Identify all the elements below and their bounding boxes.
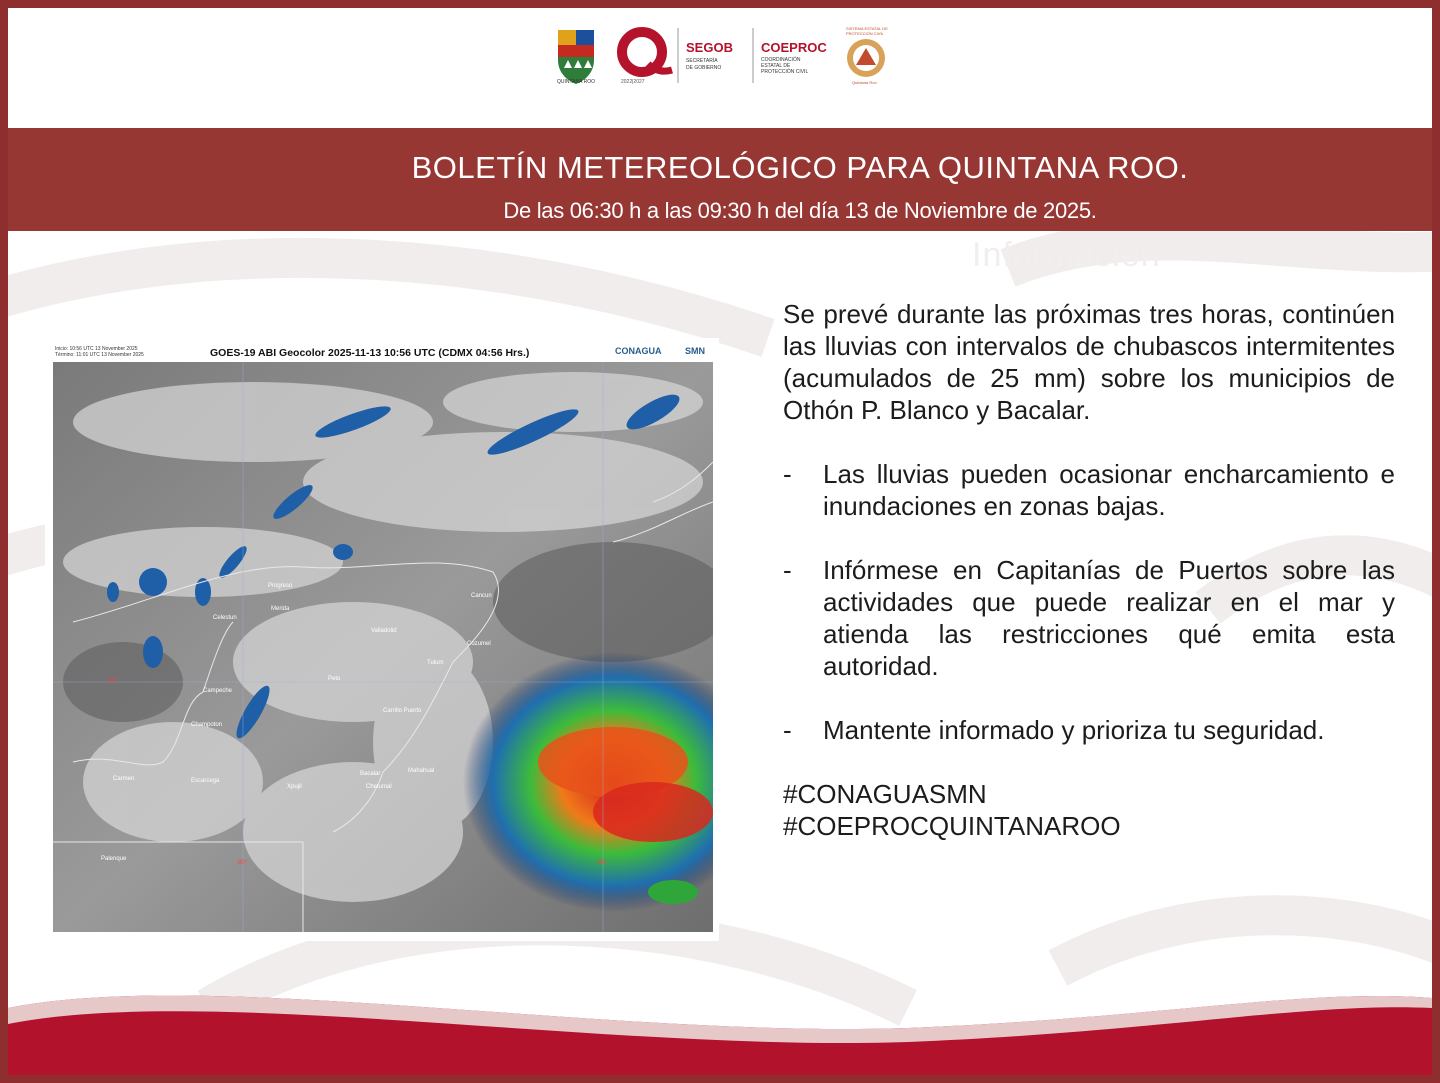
satellite-meta bbox=[55, 346, 144, 358]
place-campeche: Campeche bbox=[203, 688, 233, 694]
state-label: QUINTANA ROO bbox=[557, 79, 595, 85]
place-merida: Merida bbox=[271, 606, 290, 612]
place-progreso: Progreso bbox=[268, 583, 293, 589]
segob-logo bbox=[686, 40, 733, 71]
place-xpujil: Xpujil bbox=[287, 784, 302, 790]
ghost-heading: Información bbox=[972, 236, 1161, 274]
bullet-text-ports: Infórmese en Capitanías de Puertos sobre las actividades que puede realizar en el mar y atienda las restricciones qué emita esta autoridad. bbox=[823, 555, 1395, 681]
logos-graphic bbox=[8, 8, 1432, 128]
place-valladolid: Valladolid bbox=[371, 628, 397, 634]
place-carrillo-puerto: Carrillo Puerto bbox=[383, 708, 422, 714]
svg-text:SISTEMA ESTATAL DE: SISTEMA ESTATAL DE bbox=[846, 26, 888, 31]
satellite-image-panel bbox=[45, 338, 719, 941]
title-banner bbox=[8, 128, 1432, 231]
bullet-item bbox=[783, 458, 1395, 522]
q-government-logo bbox=[621, 32, 672, 85]
bulletin-title: BOLETÍN METEREOLÓGICO PARA QUINTANA ROO. bbox=[411, 150, 1189, 185]
intro-paragraph: Se prevé durante las próximas tres horas, continúen las lluvias con intervalos de chubascos intermitentes (acumulados de 25 mm) sobre los municipios de Othón P. Blanco y Bacalar. bbox=[783, 299, 1395, 425]
svg-text:ESTATAL DE: ESTATAL DE bbox=[761, 63, 791, 69]
place-bacalar: Bacalar bbox=[360, 771, 381, 777]
bullet-item bbox=[783, 714, 1395, 746]
bulletin-text bbox=[783, 298, 1395, 842]
segob-name: SEGOB bbox=[686, 40, 733, 55]
satellite-title: GOES-19 ABI Geocolor 2025-11-13 10:56 UTC (CDMX 04:56 Hrs.) bbox=[210, 347, 530, 359]
svg-text:PROTECCIÓN CIVIL: PROTECCIÓN CIVIL bbox=[846, 31, 884, 36]
bullet-dash: - bbox=[783, 715, 792, 745]
place-palenque: Palenque bbox=[101, 856, 127, 862]
satellite-meta-end: Término: 11:01 UTC 13 November 2025 bbox=[55, 352, 144, 358]
place-cozumel: Cozumel bbox=[467, 641, 491, 647]
quintana-roo-shield-logo bbox=[557, 30, 595, 85]
place-chetumal: Chetumal bbox=[366, 784, 392, 790]
lon-88-label: -88° bbox=[596, 860, 608, 866]
satellite-header bbox=[45, 342, 719, 364]
bulletin-subtitle: De las 06:30 h a las 09:30 h del día 13 de Noviembre de 2025. bbox=[503, 198, 1097, 223]
coeproc-name: COEPROC bbox=[761, 40, 827, 55]
coeproc-logo bbox=[761, 40, 827, 75]
svg-text:COORDINACIÓN: COORDINACIÓN bbox=[761, 57, 801, 63]
place-peto: Peto bbox=[328, 676, 341, 682]
svg-text:DE GOBIERNO: DE GOBIERNO bbox=[686, 65, 722, 71]
place-celestun: Celestun bbox=[213, 615, 237, 621]
logo-strip bbox=[8, 8, 1432, 128]
bullet-text-safety: Mantente informado y prioriza tu seguridad. bbox=[823, 715, 1325, 745]
hashtags bbox=[783, 778, 1395, 842]
bullet-dash: - bbox=[783, 555, 792, 585]
hashtag-coeproc: #COEPROCQUINTANAROO bbox=[783, 811, 1121, 841]
conagua-logo: CONAGUA bbox=[615, 346, 662, 356]
q-years: 2022|2027 bbox=[621, 79, 645, 85]
lat-20-label: 20° bbox=[108, 678, 118, 684]
satellite-map bbox=[53, 362, 713, 932]
bullet-text-flooding: Las lluvias pueden ocasionar encharcamiento e inundaciones en zonas bajas. bbox=[823, 459, 1395, 521]
svg-text:PROTECCIÓN CIVIL: PROTECCIÓN CIVIL bbox=[761, 69, 809, 75]
bullet-dash: - bbox=[783, 459, 792, 489]
place-mahahual: Mahahual bbox=[408, 768, 435, 774]
proteccion-civil-seal-logo bbox=[846, 26, 888, 85]
bulletin-sheet bbox=[8, 8, 1432, 1075]
svg-text:SECRETARÍA: SECRETARÍA bbox=[686, 58, 718, 64]
lon-90-label: -90° bbox=[236, 860, 248, 866]
smn-logo: SMN bbox=[685, 346, 705, 356]
svg-text:Quintana Roo: Quintana Roo bbox=[852, 80, 877, 85]
hashtag-conagua: #CONAGUASMN bbox=[783, 779, 987, 809]
place-carmen: Carmen bbox=[113, 776, 135, 782]
place-cancun: Cancun bbox=[471, 593, 492, 599]
bullet-item bbox=[783, 554, 1395, 682]
place-champoton: Champoton bbox=[191, 722, 223, 728]
satellite-meta-start: Inicio: 10:56 UTC 13 November 2025 bbox=[55, 346, 138, 352]
place-tulum: Tulum bbox=[427, 660, 444, 666]
place-escarcega: Escarcega bbox=[191, 778, 220, 784]
